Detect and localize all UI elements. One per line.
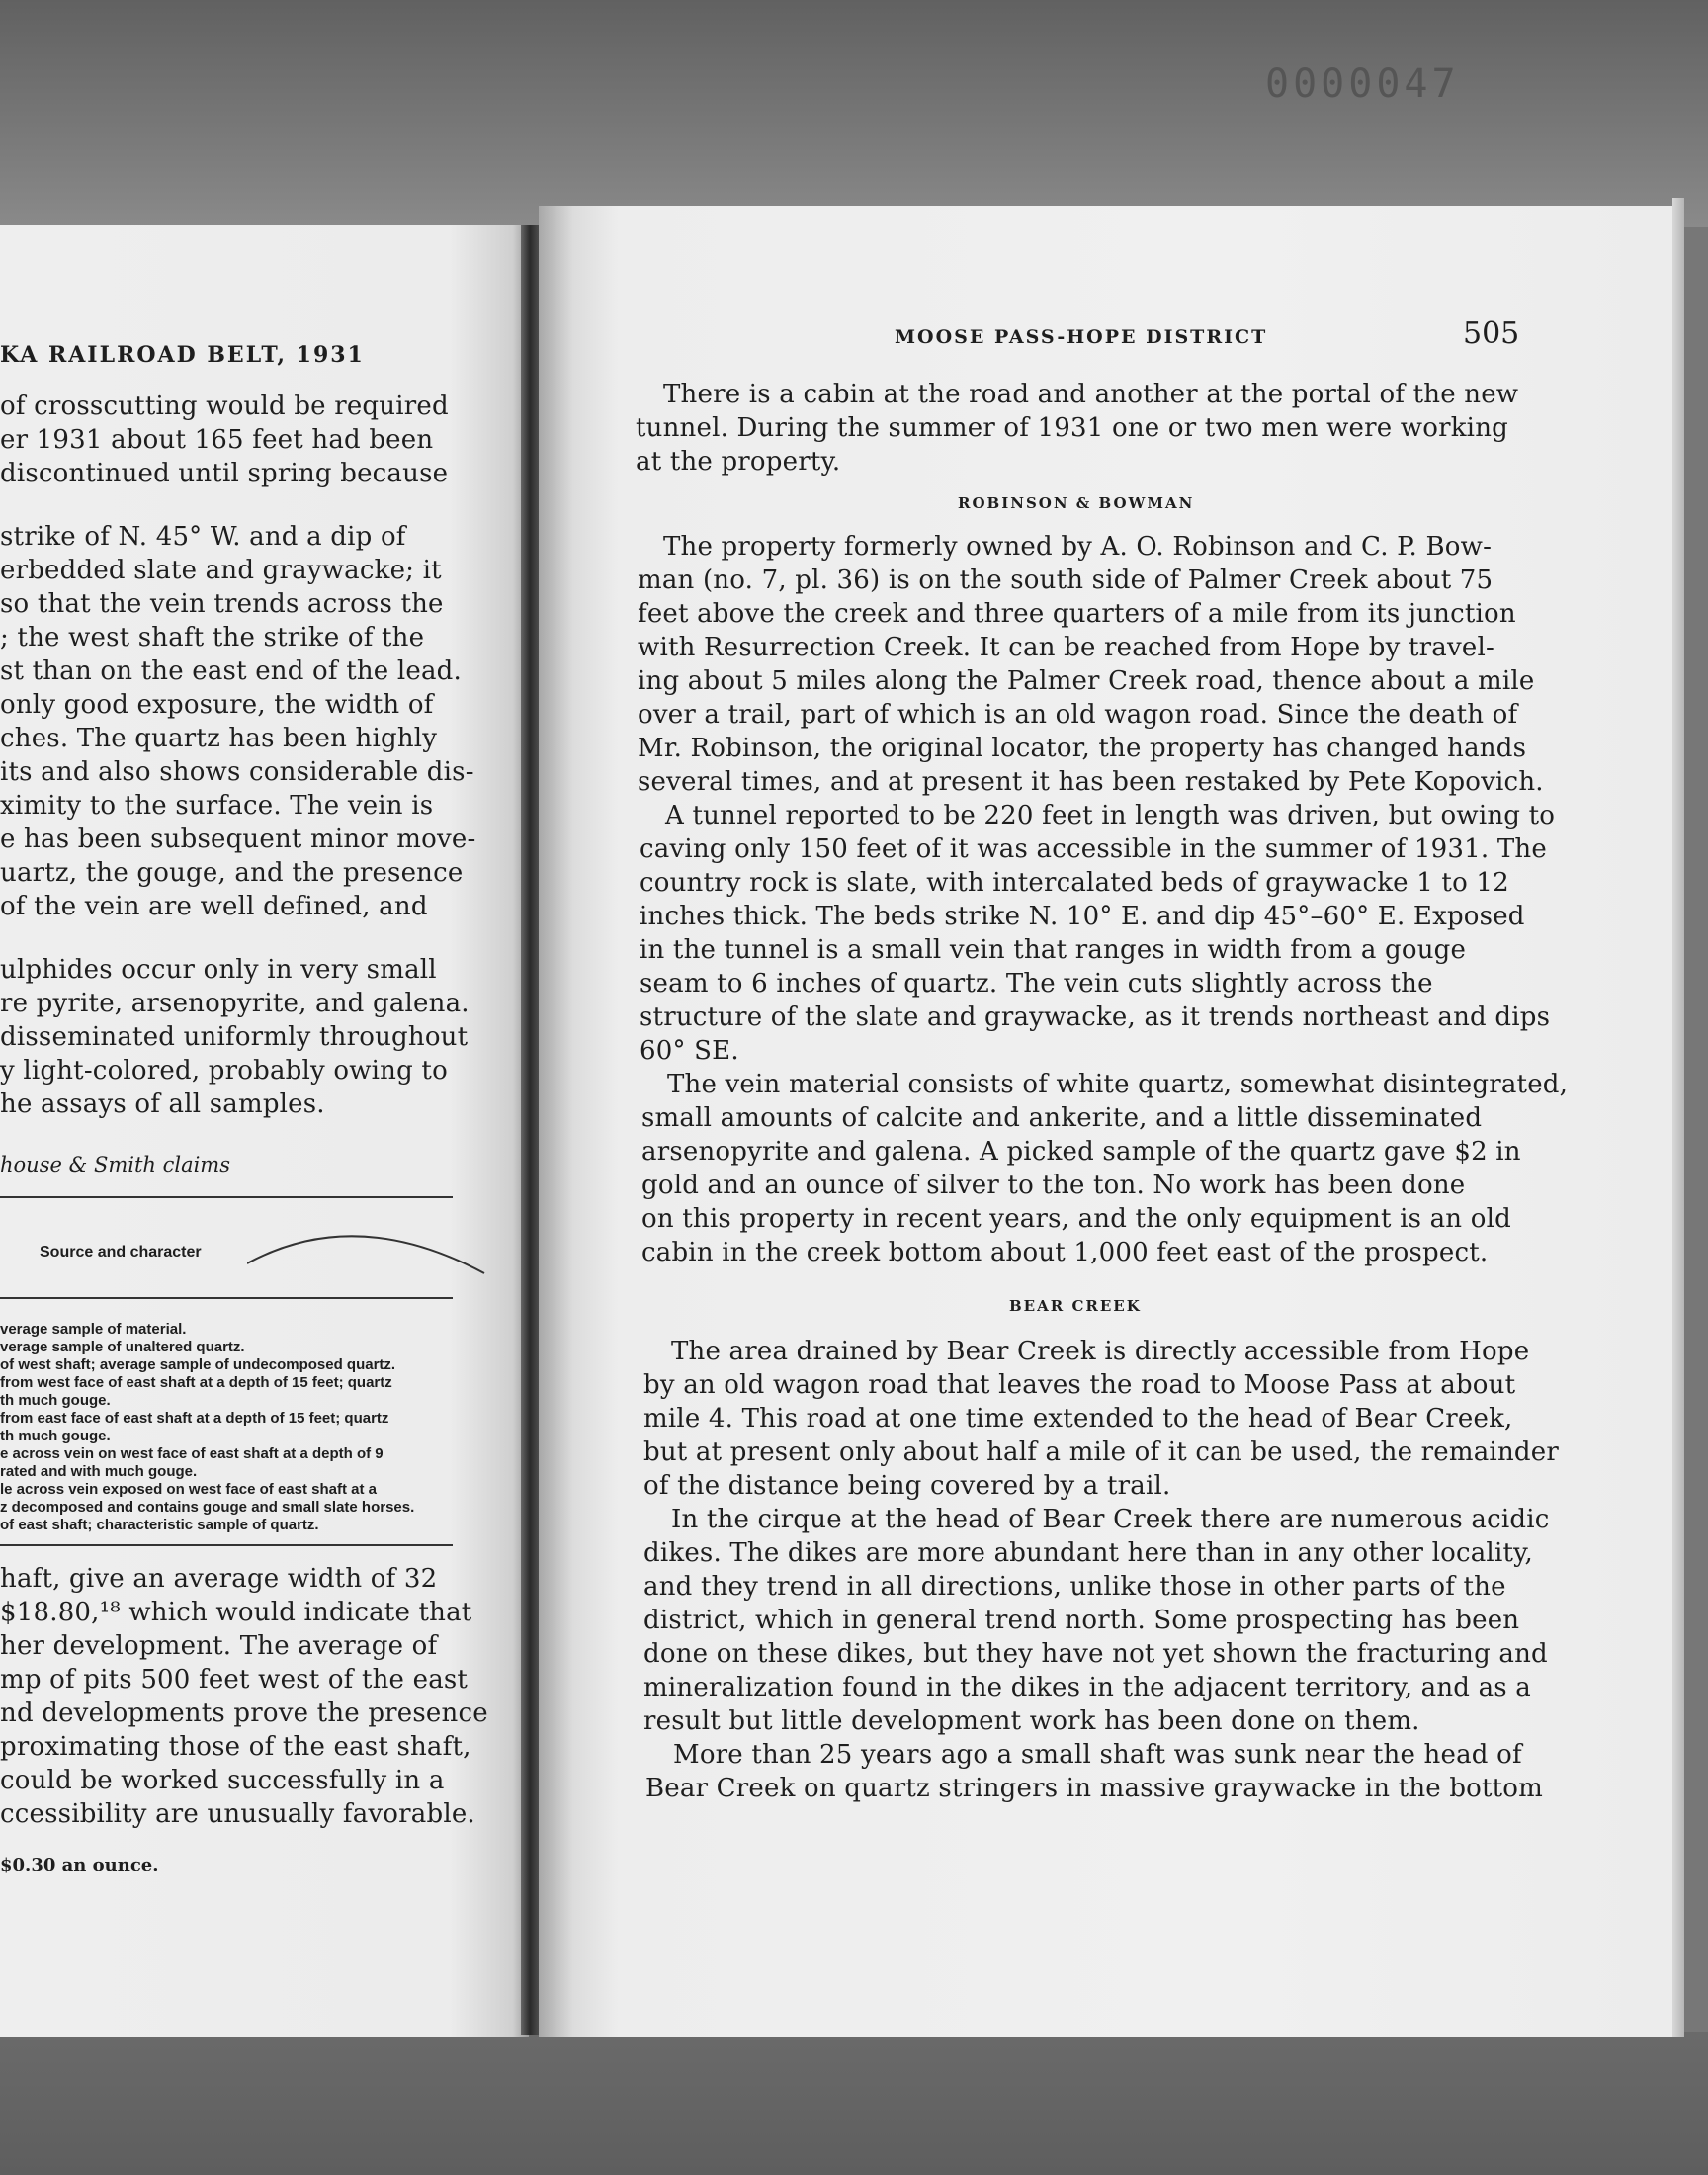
left-text-line: discontinued until spring because	[0, 459, 449, 488]
right-text-line: ing about 5 miles along the Palmer Creek road, thence about a mile	[638, 666, 1535, 696]
left-text-line: ches. The quartz has been highly	[0, 724, 438, 753]
table-rule-top	[0, 1196, 453, 1198]
table-rule-mid	[0, 1297, 453, 1299]
table-row: th much gouge.	[0, 1428, 111, 1444]
scan-background-top	[0, 0, 1708, 227]
brace-mark	[247, 1224, 494, 1283]
left-text-line: its and also shows considerable dis-	[0, 757, 474, 787]
table-row: th much gouge.	[0, 1392, 111, 1409]
right-text-line: 60° SE.	[640, 1036, 739, 1066]
left-text-line: ccessibility are unusually favorable.	[0, 1799, 475, 1829]
left-text-line: of crosscutting would be required	[0, 392, 449, 421]
table-rule-bottom	[0, 1544, 453, 1546]
right-text-line: inches thick. The beds strike N. 10° E. and dip 45°–60° E. Exposed	[640, 902, 1525, 931]
table-row: of east shaft; characteristic sample of quartz.	[0, 1517, 319, 1533]
book-gutter	[521, 225, 541, 2035]
right-text-line: done on these dikes, but they have not yet shown the fracturing and	[643, 1639, 1548, 1669]
right-text-line: country rock is slate, with intercalated beds of graywacke 1 to 12	[640, 868, 1509, 898]
right-text-line: caving only 150 feet of it was accessible in the summer of 1931. The	[640, 834, 1547, 864]
right-text-line: small amounts of calcite and ankerite, and a little disseminated	[641, 1103, 1483, 1133]
right-text-line: gold and an ounce of silver to the ton. No work has been done	[641, 1171, 1466, 1200]
left-text-line: of the vein are well defined, and	[0, 892, 428, 921]
right-text-line: mineralization found in the dikes in the adjacent territory, and as a	[643, 1673, 1531, 1702]
right-text-line: at the property.	[636, 447, 841, 477]
right-text-line: In the cirque at the head of Bear Creek there are numerous acidic	[671, 1505, 1550, 1534]
left-text-line: y light-colored, probably owing to	[0, 1056, 448, 1086]
right-text-line: man (no. 7, pl. 36) is on the south side of Palmer Creek about 75	[638, 566, 1494, 595]
left-text-line: uartz, the gouge, and the presence	[0, 858, 464, 888]
right-text-line: in the tunnel is a small vein that ranges in width from a gouge	[640, 935, 1467, 965]
left-text-line: her development. The average of	[0, 1631, 438, 1661]
right-text-line: A tunnel reported to be 220 feet in length was driven, but owing to	[665, 801, 1556, 830]
left-text-line: mp of pits 500 feet west of the east	[0, 1665, 469, 1695]
right-text-line: over a trail, part of which is an old wagon road. Since the death of	[638, 700, 1518, 730]
scan-background-bottom	[0, 2032, 1708, 2175]
right-text-line: several times, and at present it has been restaked by Pete Kopovich.	[638, 767, 1544, 797]
left-footnote: $0.30 an ounce.	[0, 1855, 159, 1875]
right-text-line: More than 25 years ago a small shaft was sunk near the head of	[673, 1740, 1522, 1770]
right-text-line: cabin in the creek bottom about 1,000 feet east of the prospect.	[641, 1238, 1489, 1267]
left-text-line: ; the west shaft the strike of the	[0, 623, 425, 652]
right-text-line: structure of the slate and graywacke, as it trends northeast and dips	[640, 1002, 1551, 1032]
left-text-line: disseminated uniformly throughout	[0, 1022, 469, 1052]
left-text-line: proximating those of the east shaft,	[0, 1732, 471, 1762]
right-text-line: on this property in recent years, and the only equipment is an old	[641, 1204, 1511, 1234]
left-text-line: strike of N. 45° W. and a dip of	[0, 522, 406, 552]
table-row: verage sample of unaltered quartz.	[0, 1339, 245, 1355]
archive-stamp: 0000047	[1265, 61, 1460, 107]
left-text-line: he assays of all samples.	[0, 1089, 325, 1119]
table-row: from east face of east shaft at a depth of 15 feet; quartz	[0, 1410, 389, 1427]
right-text-line: of the distance being covered by a trail.	[643, 1471, 1171, 1501]
left-running-header: KA RAILROAD BELT, 1931	[0, 342, 365, 368]
right-text-line: seam to 6 inches of quartz. The vein cuts slightly across the	[640, 969, 1433, 999]
right-text-line: Mr. Robinson, the original locator, the property has changed hands	[638, 734, 1527, 763]
right-text-line: The vein material consists of white quartz, somewhat disintegrated,	[667, 1070, 1569, 1099]
left-text-line: only good exposure, the width of	[0, 690, 434, 720]
table-row: z decomposed and contains gouge and small slate horses.	[0, 1499, 415, 1516]
left-text-line: e has been subsequent minor move-	[0, 825, 476, 854]
right-running-header: MOOSE PASS-HOPE DISTRICT	[895, 326, 1268, 348]
right-text-line: The area drained by Bear Creek is directly accessible from Hope	[671, 1337, 1530, 1366]
table-column-header: Source and character	[40, 1244, 202, 1261]
page-edge	[1672, 198, 1684, 2037]
right-text-line: by an old wagon road that leaves the road to Moose Pass at about	[643, 1370, 1516, 1400]
right-text-line: but at present only about half a mile of it can be used, the remainder	[643, 1437, 1559, 1467]
table-row: of west shaft; average sample of undecomposed quartz.	[0, 1356, 396, 1373]
left-text-line: haft, give an average width of 32	[0, 1564, 438, 1594]
page-number: 505	[1463, 316, 1520, 351]
left-text-line: could be worked successfully in a	[0, 1766, 445, 1795]
left-text-line: erbedded slate and graywacke; it	[0, 556, 442, 585]
right-text-line: feet above the creek and three quarters of a mile from its junction	[638, 599, 1516, 629]
section-heading-bear-creek: BEAR CREEK	[1009, 1297, 1142, 1315]
left-text-line: nd developments prove the presence	[0, 1698, 488, 1728]
left-text-line: ulphides occur only in very small	[0, 955, 437, 985]
table-row: verage sample of material.	[0, 1321, 187, 1338]
right-text-line: arsenopyrite and galena. A picked sample of the quartz gave $2 in	[641, 1137, 1521, 1167]
table-row: rated and with much gouge.	[0, 1463, 198, 1480]
table-row: from west face of east shaft at a depth of 15 feet; quartz	[0, 1374, 392, 1391]
table-row: le across vein exposed on west face of east shaft at a	[0, 1481, 377, 1498]
right-page	[539, 206, 1680, 2037]
left-text-line: re pyrite, arsenopyrite, and galena.	[0, 989, 470, 1018]
right-text-line: with Resurrection Creek. It can be reached from Hope by travel-	[638, 633, 1494, 662]
right-text-line: district, which in general trend north. Some prospecting has been	[643, 1606, 1520, 1635]
left-text-line: $18.80,¹⁸ which would indicate that	[0, 1598, 472, 1627]
right-text-line: result but little development work has been done on them.	[643, 1706, 1420, 1736]
table-caption: house & Smith claims	[0, 1153, 230, 1176]
section-heading-robinson-bowman: ROBINSON & BOWMAN	[958, 494, 1195, 512]
right-text-line: dikes. The dikes are more abundant here than in any other locality,	[643, 1538, 1534, 1568]
left-text-line: ximity to the surface. The vein is	[0, 791, 434, 821]
left-text-line: st than on the east end of the lead.	[0, 656, 462, 686]
left-text-line: er 1931 about 165 feet had been	[0, 425, 434, 455]
left-page	[0, 225, 529, 2037]
right-text-line: There is a cabin at the road and another at the portal of the new	[663, 380, 1519, 409]
right-text-line: mile 4. This road at one time extended to the head of Bear Creek,	[643, 1404, 1513, 1434]
table-row: e across vein on west face of east shaft at a depth of 9	[0, 1445, 384, 1462]
right-text-line: tunnel. During the summer of 1931 one or two men were working	[636, 413, 1508, 443]
right-text-line: Bear Creek on quartz stringers in massive graywacke in the bottom	[645, 1774, 1544, 1803]
right-text-line: The property formerly owned by A. O. Robinson and C. P. Bow-	[663, 532, 1493, 562]
right-text-line: and they trend in all directions, unlike those in other parts of the	[643, 1572, 1506, 1602]
left-text-line: so that the vein trends across the	[0, 589, 444, 619]
